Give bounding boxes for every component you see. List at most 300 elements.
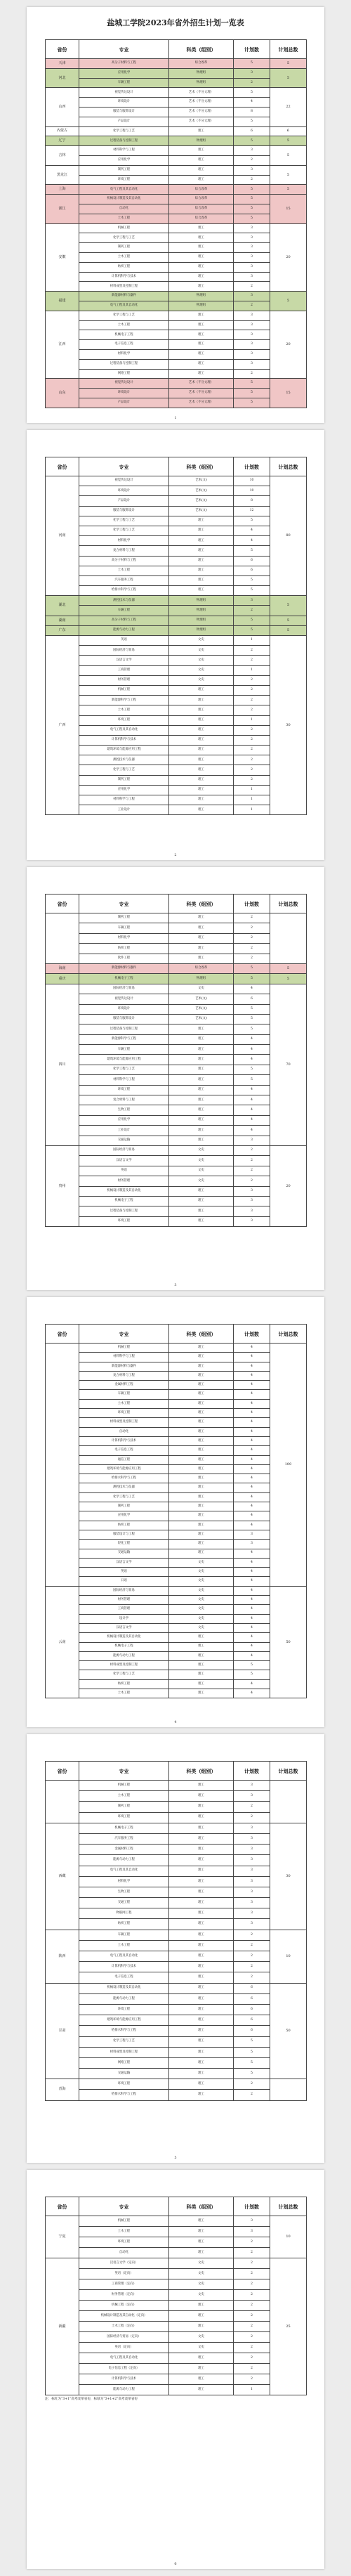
table-row [46,646,307,656]
plan-count-cell: 6 [234,1983,270,1993]
province-cell: 重庆 [46,974,79,984]
subject-cell: 文史 [169,1166,234,1176]
plan-count-cell: 3 [234,1833,270,1844]
major-cell: 网络工程 [79,369,169,379]
plan-count-cell: 1 [234,805,270,815]
plan-count-cell: 4 [234,1633,270,1642]
table-row [46,974,307,984]
table-row [46,685,307,695]
major-cell: 汉语言文学 [79,1623,169,1632]
major-cell: 土木工程 [79,705,169,715]
major-cell: 电子信息工程 [79,340,169,350]
table-row [46,516,307,526]
plan-count-cell: 3 [234,1823,270,1833]
header-major: 专业 [79,1762,169,1781]
plan-total-cell [270,2079,307,2100]
major-cell: 过程装备与控制工程 [79,136,169,146]
subject-cell: 综合改革 [169,204,234,214]
major-cell: 土木工程 [79,214,169,223]
plan-table [45,1324,307,1698]
major-cell: 测控技术与仪器 [79,755,169,765]
subject-cell: 理工 [169,1034,234,1044]
major-cell: 测控技术与仪器 [79,1483,169,1492]
subject-cell: 文史 [169,1145,234,1155]
plan-count-cell: 3 [234,1908,270,1919]
plan-count-cell: 6 [234,566,270,575]
subject-cell: 理工 [169,795,234,805]
major-cell: 环境工程 [79,175,169,185]
plan-count-cell: 2 [234,1166,270,1176]
subject-cell: 艺术(文) [169,1014,234,1024]
table-row [46,1866,307,1876]
subject-cell: 理工 [169,1024,234,1034]
plan-count-cell: 10 [234,486,270,496]
major-cell: 视觉传达设计 [79,379,169,389]
table-row [46,1409,307,1418]
table-row [46,2353,307,2364]
plan-count-cell: 3 [234,1791,270,1802]
table-row [46,1034,307,1044]
table-row [46,1605,307,1614]
major-cell: 材料化学 [79,1876,169,1887]
subject-cell: 理工 [169,2385,234,2395]
plan-count-cell: 3 [234,223,270,233]
plan-count-cell: 4 [234,1651,270,1660]
table-row [46,398,307,408]
subject-cell: 理工 [169,954,234,963]
plan-table [45,894,307,1227]
subject-cell: 理工 [169,685,234,695]
table-row [46,320,307,330]
subject-cell: 文史 [169,1614,234,1623]
major-cell: 环境工程 [79,1085,169,1095]
subject-cell: 理工 [169,1362,234,1371]
plan-count-cell: 4 [234,1436,270,1445]
table-row [46,282,307,292]
subject-cell: 理工 [169,1908,234,1919]
major-cell: 土木工程 [79,320,169,330]
table-row [46,1558,307,1567]
header-subject: 科类（组别） [169,1325,234,1344]
header-province: 省份 [46,1762,79,1781]
table-row [46,359,307,369]
major-cell: 环境工程 [79,1409,169,1418]
plan-count-cell: 2 [234,696,270,705]
plan-count-cell: 4 [234,536,270,546]
plan-total-cell: 30 [270,636,307,815]
major-cell: 能源与动力工程 [79,1651,169,1660]
subject-cell: 物理组 [169,616,234,625]
table-row [46,1105,307,1115]
major-cell: 机械电子工程 [79,330,169,340]
major-cell: 能源与动力工程 [79,1993,169,2004]
plan-count-cell: 3 [234,1876,270,1887]
plan-total-cell: 5 [270,185,307,195]
plan-count-cell: 4 [234,1446,270,1455]
table-row [46,2248,307,2258]
major-cell: 制药工程 [79,1802,169,1812]
table-row [46,78,307,88]
major-cell: 化学工程与工艺 [79,526,169,535]
subject-cell: 理工 [169,1399,234,1408]
subject-cell: 理工 [169,536,234,546]
table-row [46,2290,307,2301]
table-header-row [46,457,307,476]
major-cell: 工业设计 [79,805,169,815]
table-row [46,165,307,175]
header-subject: 科类（组别） [169,40,234,59]
subject-cell: 物理组 [169,78,234,88]
major-cell: 材料成型及控制工程 [79,2047,169,2057]
header-province: 省份 [46,1325,79,1344]
major-cell: 电子信息工程（定向） [79,2364,169,2374]
province-cell: 宁夏 [46,2216,79,2258]
table-row [46,1427,307,1436]
header-subject: 科类（组别） [169,457,234,476]
major-cell: 自动化 [79,2248,169,2258]
plan-count-cell: 2 [234,755,270,765]
plan-count-cell: 4 [234,984,270,994]
major-cell: 自动化 [79,204,169,214]
major-cell: 机械工程（定向） [79,2301,169,2311]
subject-cell: 物理组 [169,606,234,616]
subject-cell: 理工 [169,1521,234,1530]
header-plan: 计划数 [234,40,270,59]
plan-total-cell: 5 [270,146,307,166]
subject-cell: 理工 [169,1661,234,1670]
plan-count-cell: 6 [234,994,270,1004]
province-cell [46,913,79,964]
table-row [46,1781,307,1791]
plan-count-cell: 2 [234,2248,270,2258]
table-row [46,656,307,665]
subject-cell: 理工 [169,330,234,340]
table-row [46,2015,307,2026]
table-row [46,1614,307,1623]
plan-count-cell: 3 [234,359,270,369]
major-cell: 制药工程 [79,913,169,923]
header-province: 省份 [46,457,79,476]
plan-count-cell: 5 [234,516,270,526]
header-major: 专业 [79,1325,169,1344]
subject-cell: 理工 [169,1689,234,1698]
subject-cell: 理工 [169,1511,234,1521]
table-row [46,665,307,675]
table-row [46,1371,307,1380]
table-row [46,2374,307,2385]
major-cell: 视觉传达设计 [79,476,169,486]
major-cell: 土木工程 [79,1791,169,1802]
major-cell: 化学工程与工艺 [79,2036,169,2047]
province-cell: 西藏 [46,1823,79,1930]
major-cell: 化学工程与工艺 [79,516,169,526]
plan-count-cell: 3 [234,292,270,301]
subject-cell: 理工 [169,1344,234,1353]
major-cell: 应用化学 [79,155,169,165]
major-cell: 机械工程 [79,1781,169,1791]
plan-count-cell: 4 [234,1126,270,1136]
table-row [46,2237,307,2248]
major-cell: 土木工程 [79,252,169,262]
table-row [46,155,307,165]
major-cell: 电子信息工程 [79,1446,169,1455]
header-province: 省份 [46,895,79,913]
header-major: 专业 [79,895,169,913]
plan-count-cell: 10 [234,476,270,486]
plan-count-cell: 2 [234,923,270,933]
plan-count-cell: 3 [234,2216,270,2227]
plan-count-cell: 4 [234,1596,270,1605]
major-cell: 材料科学与工程 [79,1075,169,1085]
major-cell: 化学工程与工艺 [79,1065,169,1074]
plan-count-cell: 2 [234,369,270,379]
plan-count-cell: 1 [234,2385,270,2395]
table-row [46,262,307,272]
subject-cell: 理工 [169,1679,234,1689]
table-row [46,1399,307,1408]
major-cell: 电子信息工程 [79,1972,169,1983]
subject-cell: 文史 [169,636,234,646]
major-cell: 电气工程及其自动化 [79,185,169,195]
plan-count-cell: 3 [234,1919,270,1930]
plan-total-cell: 5 [270,59,307,69]
subject-cell: 综合改革 [169,214,234,223]
subject-cell: 物理组 [169,625,234,635]
table-row [46,1983,307,1993]
subject-cell: 理工 [169,1436,234,1445]
plan-count-cell: 4 [234,1115,270,1125]
plan-count-cell: 5 [234,1065,270,1074]
major-cell: 物联网工程 [79,1908,169,1919]
subject-cell: 理工 [169,1919,234,1930]
subject-cell: 理工 [169,575,234,585]
plan-count-cell: 3 [234,596,270,606]
page-5 [27,1734,324,2163]
subject-cell: 理工 [169,765,234,775]
subject-cell: 理工 [169,1085,234,1095]
major-cell: 电气工程及其自动化 [79,1866,169,1876]
plan-count-cell: 6 [234,556,270,566]
plan-count-cell: 3 [234,340,270,350]
header-subject: 科类（组别） [169,1762,234,1781]
plan-count-cell: 12 [234,506,270,516]
subject-cell: 理工 [169,933,234,943]
plan-count-cell: 3 [234,243,270,253]
major-cell: 产品设计 [79,496,169,506]
plan-count-cell: 4 [234,1105,270,1115]
subject-cell: 理工 [169,1186,234,1196]
table-row [46,1455,307,1464]
subject-cell: 理工 [169,1866,234,1876]
table-row [46,923,307,933]
plan-total-cell: 5 [270,974,307,984]
plan-count-cell: 2 [234,2301,270,2311]
province-cell: 河南 [46,476,79,596]
major-cell: 电气工程及其自动化 [79,725,169,735]
table-row [46,1930,307,1940]
table-row [46,1855,307,1866]
plan-count-cell: 5 [234,195,270,204]
subject-cell: 理工 [169,223,234,233]
table-row [46,1972,307,1983]
major-cell: 英语 [79,1166,169,1176]
plan-count-cell: 4 [234,1455,270,1464]
major-cell: 高分子材料与工程 [79,616,169,625]
subject-cell: 文史 [169,1605,234,1614]
table-row [46,68,307,78]
major-cell: 新能源科学与工程 [79,696,169,705]
table-row [46,1136,307,1145]
major-cell: 纺织工程 [79,1679,169,1689]
plan-count-cell: 3 [234,1540,270,1549]
plan-count-cell: 1 [234,715,270,725]
plan-total-cell: 50 [270,1586,307,1698]
table-row [46,1045,307,1055]
subject-cell: 文史 [169,656,234,665]
subject-cell: 理工 [169,1390,234,1399]
table-row [46,1176,307,1186]
plan-count-cell: 4 [234,1577,270,1586]
plan-count-cell: 5 [234,1661,270,1670]
subject-cell: 理工 [169,1115,234,1125]
table-row [46,1845,307,1855]
plan-count-cell: 3 [234,1206,270,1216]
subject-cell: 文史 [169,675,234,685]
table-row [46,136,307,146]
plan-total-cell: 10 [270,1930,307,1983]
table-row [46,1186,307,1196]
subject-cell: 理工 [169,2216,234,2227]
major-cell: 新能源材料与器件 [79,1362,169,1371]
subject-cell: 综合改革 [169,195,234,204]
table-row [46,2057,307,2068]
table-row [46,2269,307,2279]
major-cell: 机械电子工程 [79,1642,169,1651]
plan-total-cell: 5 [270,68,307,88]
plan-count-cell: 5 [234,963,270,973]
plan-count-cell: 2 [234,2269,270,2279]
major-cell: 英语（定向） [79,2343,169,2353]
major-cell: 给排水科学与工程 [79,2026,169,2036]
major-cell: 国际经济与贸易 [79,1586,169,1595]
plan-count-cell: 5 [234,586,270,596]
subject-cell: 理工 [169,340,234,350]
table-row [46,1689,307,1698]
major-cell: 应用化学 [79,1115,169,1125]
subject-cell: 理工 [169,1216,234,1226]
major-cell: 工商管理 [79,665,169,675]
province-cell: 青海 [46,2079,79,2100]
plan-count-cell: 4 [234,1568,270,1577]
plan-count-cell: 5 [234,379,270,389]
major-cell: 生物工程 [79,1105,169,1115]
table-row [46,2004,307,2015]
plan-count-cell: 2 [234,1962,270,1972]
subject-cell: 理工 [169,923,234,933]
page-2 [27,430,324,860]
table-row [46,2343,307,2353]
major-cell: 给排水科学与工程 [79,2090,169,2100]
subject-cell: 理工 [169,556,234,566]
table-row [46,1004,307,1014]
table-row [46,765,307,775]
plan-count-cell: 4 [234,1474,270,1483]
subject-cell: 理工 [169,1075,234,1085]
table-row [46,1577,307,1586]
major-cell: 财务管理（定向） [79,2290,169,2301]
table-row [46,1166,307,1176]
major-cell: 材料化学 [79,349,169,359]
plan-count-cell: 3 [234,165,270,175]
table-row [46,292,307,301]
major-cell: 财务管理 [79,1176,169,1186]
table-row [46,606,307,616]
subject-cell: 艺术（不分文理） [169,389,234,398]
major-cell: 视觉传达设计 [79,994,169,1004]
subject-cell: 理工 [169,320,234,330]
page-number: 6 [174,2562,177,2566]
subject-cell: 理工 [169,1642,234,1651]
plan-total-cell: 15 [270,195,307,223]
major-cell: 化学工程与工艺 [79,126,169,136]
plan-table [45,457,307,815]
subject-cell: 理工 [169,715,234,725]
major-cell: 制药工程 [79,1502,169,1511]
major-cell: 环境工程 [79,2237,169,2248]
table-row [46,2258,307,2269]
table-row [46,636,307,646]
plan-count-cell: 4 [234,1689,270,1698]
header-total: 计划总数 [270,895,307,913]
major-cell: 应用化学 [79,1511,169,1521]
header-major: 专业 [79,2197,169,2216]
table-row [46,1446,307,1455]
plan-count-cell: 4 [234,1344,270,1353]
plan-total-cell: 50 [270,1983,307,2079]
subject-cell: 文史 [169,984,234,994]
table-row [46,2047,307,2057]
subject-cell: 理工 [169,775,234,785]
subject-cell: 理工 [169,1095,234,1105]
major-cell: 车辆工程 [79,923,169,933]
major-cell: 制药工程 [79,165,169,175]
major-cell: 英语（定向） [79,2269,169,2279]
major-cell: 交通工程 [79,1898,169,1908]
plan-count-cell: 5 [234,59,270,69]
subject-cell: 文史 [169,1596,234,1605]
subject-cell: 理工 [169,785,234,795]
table-row [46,107,307,117]
plan-count-cell: 2 [234,1951,270,1962]
table-row [46,625,307,635]
subject-cell: 文史 [169,1577,234,1586]
subject-cell: 理工 [169,1105,234,1115]
table-row [46,725,307,735]
subject-cell: 理工 [169,175,234,185]
table-row [46,496,307,506]
major-cell: 服装设计与工程 [79,1530,169,1539]
plan-count-cell: 3 [234,1887,270,1897]
plan-count-cell: 3 [234,2227,270,2237]
table-row [46,1024,307,1034]
subject-cell: 理工 [169,1474,234,1483]
subject-cell: 综合改革 [169,185,234,195]
plan-total-cell: 5 [270,963,307,973]
major-cell: 产品设计 [79,398,169,408]
table-row [46,1521,307,1530]
major-cell: 材料化学 [79,536,169,546]
plan-total-cell: 15 [270,379,307,408]
